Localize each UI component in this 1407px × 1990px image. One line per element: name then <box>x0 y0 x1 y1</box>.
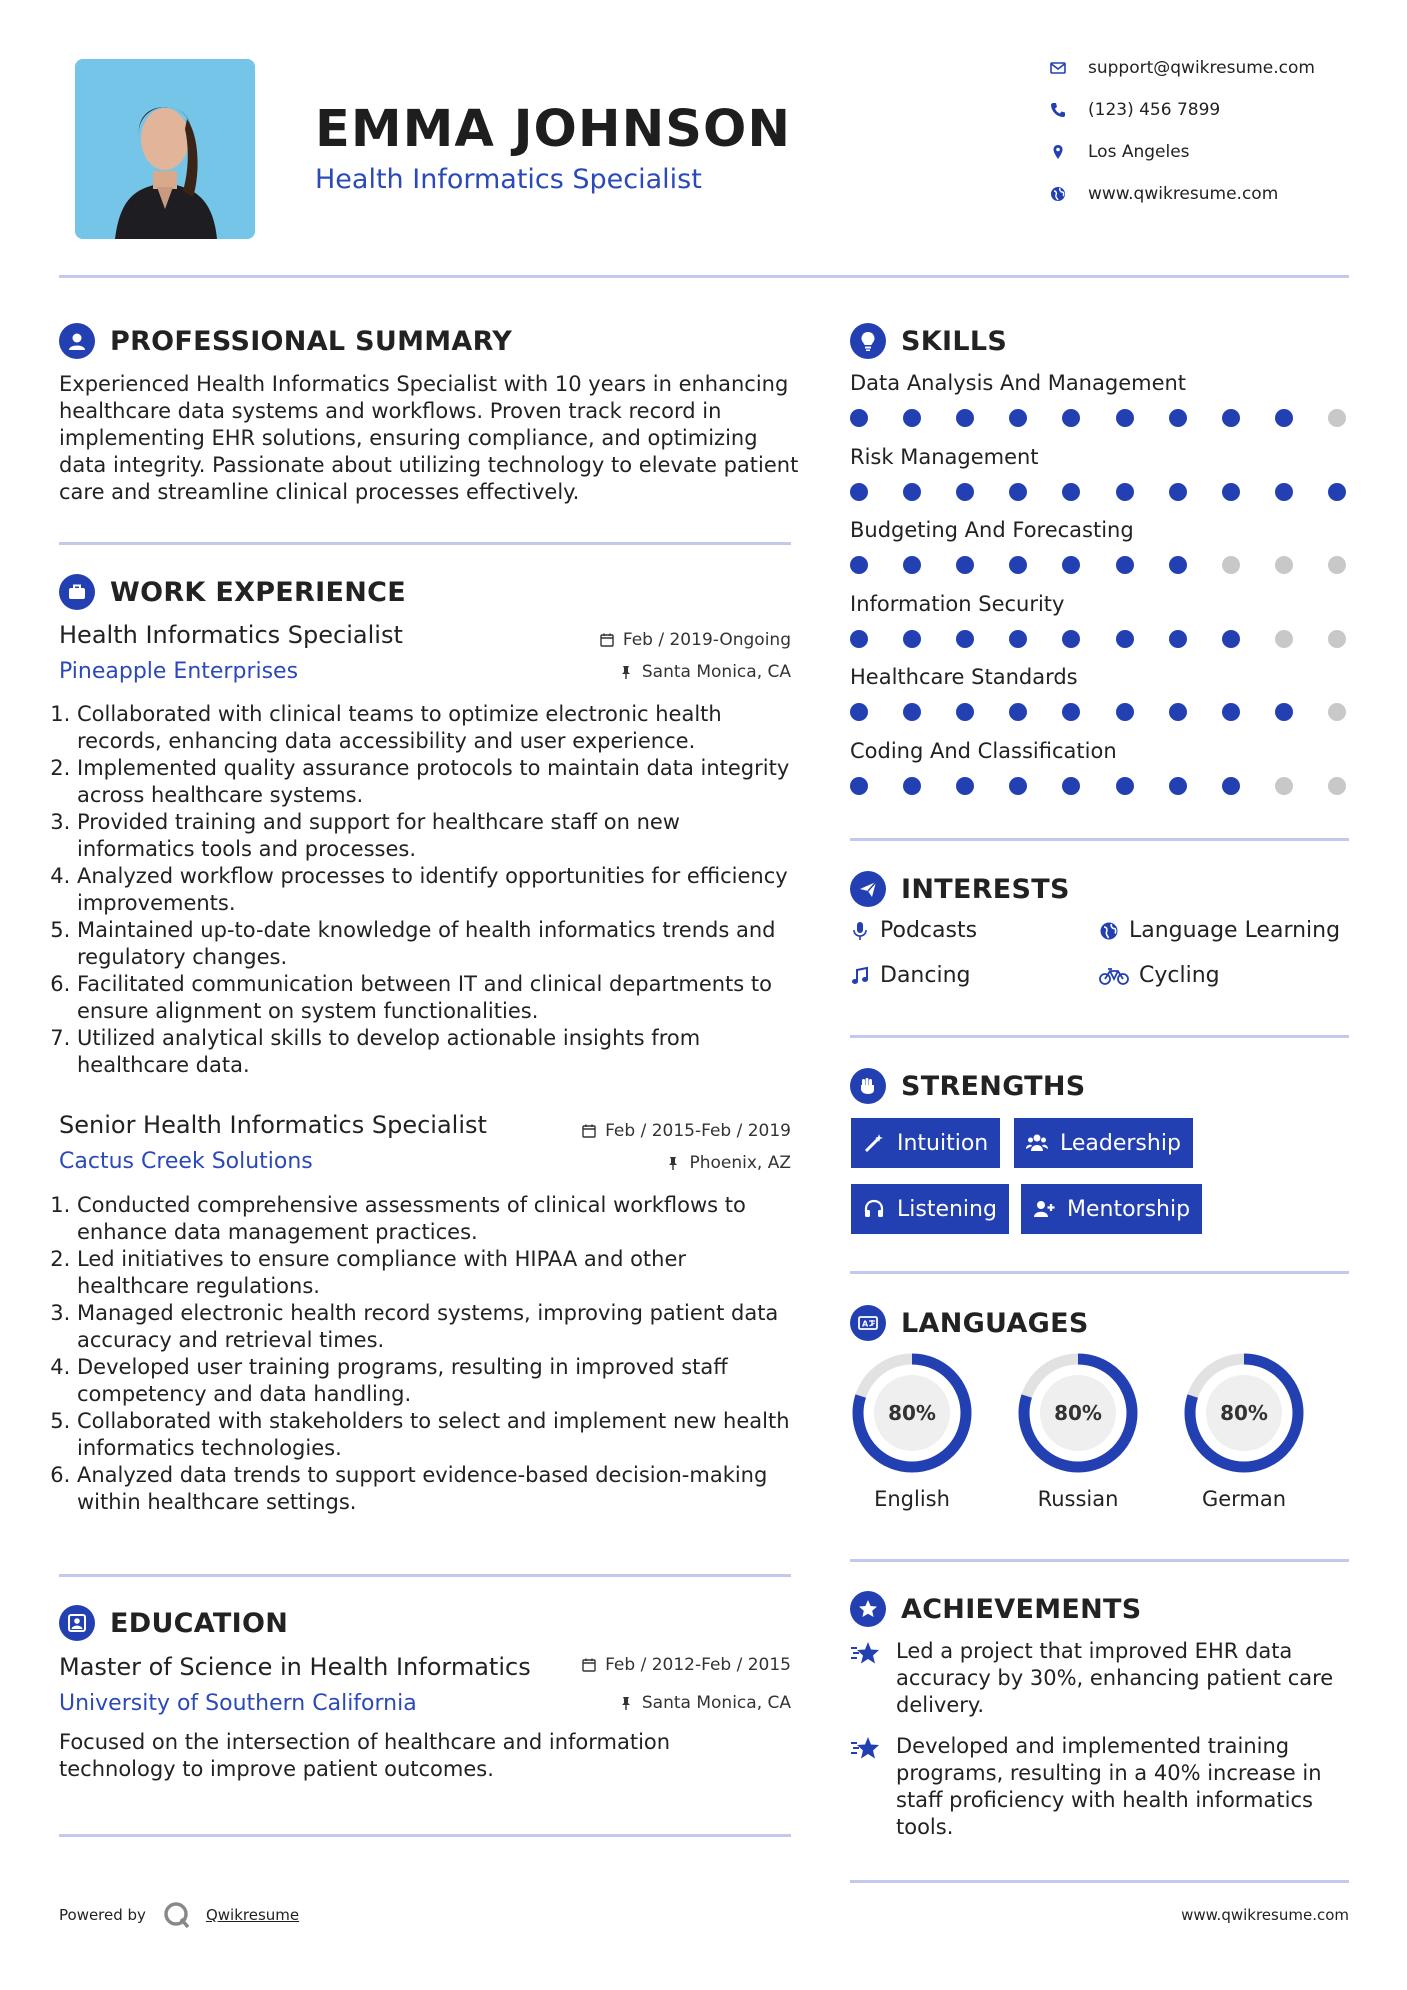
strength-badge <box>1021 1184 1202 1234</box>
skill-name: Budgeting And Forecasting <box>850 518 1134 542</box>
skill-row <box>850 592 1350 666</box>
calendar-icon <box>582 1658 596 1672</box>
languages-divider <box>850 1559 1349 1562</box>
job-dates-text: Feb / 2019-Ongoing <box>622 630 791 650</box>
language-name: German <box>1201 1487 1287 1511</box>
star-icon <box>850 1640 882 1668</box>
fist-icon <box>850 1068 886 1104</box>
contact-location <box>1050 142 1190 162</box>
contact-phone[interactable] <box>1050 100 1220 120</box>
powered-by-text: Powered by <box>59 1906 146 1924</box>
interests-divider <box>850 1035 1349 1038</box>
skill-rating <box>850 409 1346 427</box>
rating-dot-empty <box>1328 409 1346 427</box>
briefcase-icon <box>59 574 95 610</box>
skill-rating <box>850 556 1346 574</box>
rating-dot-filled <box>956 556 974 574</box>
globe-icon <box>1050 186 1066 202</box>
skill-name: Data Analysis And Management <box>850 371 1187 395</box>
rating-dot-filled <box>850 556 868 574</box>
skill-name: Information Security <box>850 591 1065 616</box>
rating-dot-filled <box>1116 777 1134 795</box>
education-heading-text: EDUCATION <box>110 1607 289 1639</box>
rating-dot-filled <box>1222 483 1240 501</box>
interest-label: Language Learning <box>1129 918 1341 943</box>
achievement-text: Developed and implemented training programs, resulting in a 40% increase in staff proficiency with health informatics tools. <box>896 1734 1322 1839</box>
rating-dot-filled <box>1062 630 1080 648</box>
rating-dot-filled <box>956 703 974 721</box>
language-name: Russian <box>1037 1487 1119 1511</box>
rating-dot-filled <box>1222 703 1240 721</box>
rating-dot-filled <box>1009 777 1027 795</box>
calendar-icon <box>582 1124 596 1138</box>
rating-dot-filled <box>850 483 868 501</box>
job-dates <box>600 630 791 650</box>
pin-icon <box>619 1696 633 1710</box>
job-title: Senior Health Informatics Specialist <box>59 1111 487 1139</box>
paper-plane-icon <box>850 871 886 907</box>
candidate-role: Health Informatics Specialist <box>315 164 702 195</box>
rating-dot-filled <box>1009 630 1027 648</box>
footer-website[interactable]: www.qwikresume.com <box>1181 1906 1349 1924</box>
language-ring <box>850 1351 974 1475</box>
rating-dot-filled <box>903 703 921 721</box>
list-item: 1. Conducted comprehensive assessments of clinical workflows to enhance data management practices. <box>77 1192 799 1246</box>
graduate-icon <box>59 1605 95 1641</box>
language-percent: 80% <box>888 1401 936 1425</box>
education-dates-text: Feb / 2012-Feb / 2015 <box>605 1655 791 1675</box>
strength-label: Leadership <box>1060 1130 1181 1156</box>
interest-label: Dancing <box>880 963 971 988</box>
interest-item <box>850 963 970 988</box>
pin-icon <box>666 1156 680 1170</box>
education-text: Focused on the intersection of healthcare and information technology to improve patient outcomes. <box>59 1730 671 1781</box>
rating-dot-filled <box>850 409 868 427</box>
phone-icon <box>1050 102 1066 118</box>
rating-dot-filled <box>1222 777 1240 795</box>
magic-wand-icon <box>863 1132 885 1154</box>
headphones-icon <box>863 1198 885 1220</box>
achievement-text: Led a project that improved EHR data accuracy by 30%, enhancing patient care delivery. <box>896 1639 1334 1717</box>
calendar-icon <box>600 633 614 647</box>
skill-rating <box>850 703 1346 721</box>
list-item: 1. Collaborated with clinical teams to optimize electronic health records, enhancing data accessibility and user experience. <box>77 701 799 755</box>
skills-heading-text: SKILLS <box>901 325 1008 357</box>
language-item <box>850 1351 974 1511</box>
rating-dot-filled <box>1009 409 1027 427</box>
job-location-text: Phoenix, AZ <box>689 1153 791 1173</box>
language-item <box>1016 1351 1140 1511</box>
achievement-item <box>850 1638 1350 1719</box>
rating-dot-filled <box>1169 630 1187 648</box>
skill-rating <box>850 777 1346 795</box>
languages-list <box>850 1351 1330 1521</box>
interest-label: Podcasts <box>880 918 978 943</box>
users-icon <box>1026 1132 1048 1154</box>
rating-dot-filled <box>1275 409 1293 427</box>
skill-row <box>850 739 1350 813</box>
strength-label: Listening <box>897 1196 997 1222</box>
rating-dot-filled <box>903 777 921 795</box>
education-dates <box>582 1655 791 1675</box>
language-percent: 80% <box>1220 1401 1268 1425</box>
strengths-divider <box>850 1271 1349 1274</box>
degree-title: Master of Science in Health Informatics <box>59 1653 531 1681</box>
user-plus-icon <box>1033 1198 1055 1220</box>
skill-name: Coding And Classification <box>850 738 1117 763</box>
microphone-icon <box>850 921 870 941</box>
skill-rating <box>850 630 1346 648</box>
skill-row <box>850 665 1350 739</box>
rating-dot-filled <box>850 703 868 721</box>
rating-dot-filled <box>1275 483 1293 501</box>
skill-row <box>850 445 1350 519</box>
music-icon <box>850 966 870 986</box>
summary-divider <box>59 542 791 545</box>
rating-dot-filled <box>1062 483 1080 501</box>
rating-dot-filled <box>1062 777 1080 795</box>
rating-dot-filled <box>1116 409 1134 427</box>
rating-dot-filled <box>1169 409 1187 427</box>
rating-dot-filled <box>1009 483 1027 501</box>
rating-dot-empty <box>1328 630 1346 648</box>
language-item <box>1182 1351 1306 1511</box>
rating-dot-filled <box>1222 409 1240 427</box>
rating-dot-filled <box>1275 703 1293 721</box>
footer-powered <box>59 1900 299 1930</box>
strength-badge <box>851 1184 1009 1234</box>
language-percent: 80% <box>1054 1401 1102 1425</box>
job-title: Health Informatics Specialist <box>59 621 403 649</box>
star-badge-icon <box>850 1591 886 1627</box>
phone-text: (123) 456 7899 <box>1088 100 1221 120</box>
languages-heading-text: LANGUAGES <box>901 1307 1089 1339</box>
rating-dot-empty <box>1328 556 1346 574</box>
skill-rating <box>850 483 1346 501</box>
language-name: English <box>874 1487 950 1511</box>
languages-heading <box>850 1305 1089 1341</box>
rating-dot-filled <box>1169 777 1187 795</box>
rating-dot-filled <box>1116 483 1134 501</box>
qwikresume-link[interactable]: Qwikresume <box>205 1906 300 1924</box>
candidate-name: EMMA JOHNSON <box>315 100 792 159</box>
list-item: 4. Analyzed workflow processes to identify opportunities for efficiency improvements. <box>77 863 799 917</box>
rating-dot-filled <box>956 483 974 501</box>
strengths-heading-text: STRENGTHS <box>901 1070 1086 1102</box>
strength-badge <box>851 1118 1000 1168</box>
location-text: Los Angeles <box>1088 142 1190 162</box>
rating-dot-filled <box>1328 483 1346 501</box>
achievements-heading-text: ACHIEVEMENTS <box>901 1593 1142 1625</box>
list-item: 3. Provided training and support for healthcare staff on new informatics tools and processes. <box>77 809 799 863</box>
summary-heading <box>59 323 512 359</box>
rating-dot-filled <box>1169 703 1187 721</box>
list-item: 5. Maintained up-to-date knowledge of health informatics trends and regulatory changes. <box>77 917 799 971</box>
website-text: www.qwikresume.com <box>1088 184 1279 204</box>
interest-item <box>850 918 977 943</box>
list-item: 6. Analyzed data trends to support evidence-based decision-making within healthcare settings. <box>77 1462 799 1516</box>
language-icon <box>850 1305 886 1341</box>
contact-website[interactable] <box>1050 184 1278 204</box>
envelope-icon <box>1050 60 1066 76</box>
qwikresume-logo-icon <box>162 1900 192 1930</box>
pin-icon <box>619 665 633 679</box>
rating-dot-filled <box>1116 703 1134 721</box>
skill-row <box>850 371 1350 445</box>
map-marker-icon <box>1050 144 1066 160</box>
star-icon <box>850 1735 882 1763</box>
globe-icon <box>1099 921 1119 941</box>
rating-dot-filled <box>956 409 974 427</box>
interest-item <box>1099 918 1340 943</box>
rating-dot-filled <box>1116 556 1134 574</box>
interest-item <box>1099 963 1220 988</box>
job-duties-list <box>59 1192 799 1516</box>
skills-heading <box>850 323 1007 359</box>
job-company[interactable]: Pineapple Enterprises <box>59 659 299 684</box>
achievements-heading <box>850 1591 1142 1627</box>
language-ring <box>1182 1351 1306 1475</box>
job-dates-text: Feb / 2015-Feb / 2019 <box>605 1121 791 1141</box>
summary-text: Experienced Health Informatics Specialist with 10 years in enhancing healthcare data systems and workflows. Proven track record in implementing EHR solutions, ensuring compliance, and optimizing data integrity. Passionate about utilizing technology to elevate patient care and streamline clinical processes effectively. <box>59 372 799 504</box>
job-location-text: Santa Monica, CA <box>641 662 791 682</box>
education-divider <box>59 1834 791 1837</box>
email-text: support@qwikresume.com <box>1088 58 1315 78</box>
rating-dot-filled <box>850 777 868 795</box>
rating-dot-filled <box>956 777 974 795</box>
header-divider <box>59 275 1349 278</box>
svg-text:A: A <box>862 1319 869 1329</box>
job-duties-list <box>59 701 799 1079</box>
education-location-text: Santa Monica, CA <box>641 1693 791 1713</box>
interest-label: Cycling <box>1139 963 1220 988</box>
skill-name: Healthcare Standards <box>850 665 1078 689</box>
list-item: 2. Implemented quality assurance protocols to maintain data integrity across healthcare systems. <box>77 755 799 809</box>
skills-list <box>850 371 1350 812</box>
rating-dot-empty <box>1222 556 1240 574</box>
list-item: 4. Developed user training programs, resulting in improved staff competency and data handling. <box>77 1354 799 1408</box>
work-divider <box>59 1574 791 1577</box>
strength-badge <box>1014 1118 1193 1168</box>
rating-dot-filled <box>1222 630 1240 648</box>
contact-email[interactable] <box>1050 58 1315 78</box>
user-icon <box>59 323 95 359</box>
rating-dot-empty <box>1328 703 1346 721</box>
rating-dot-filled <box>1169 556 1187 574</box>
interests-heading-text: INTERESTS <box>901 873 1070 905</box>
achievement-item <box>850 1733 1350 1841</box>
interests-heading <box>850 871 1070 907</box>
work-heading-text: WORK EXPERIENCE <box>110 576 406 608</box>
rating-dot-filled <box>1009 703 1027 721</box>
rating-dot-filled <box>1009 556 1027 574</box>
strength-label: Mentorship <box>1067 1196 1191 1222</box>
rating-dot-filled <box>1062 703 1080 721</box>
rating-dot-filled <box>1062 556 1080 574</box>
summary-heading-text: PROFESSIONAL SUMMARY <box>110 325 513 357</box>
list-item: 5. Collaborated with stakeholders to select and implement new health informatics technologies. <box>77 1408 799 1462</box>
bicycle-icon <box>1099 966 1129 986</box>
education-location <box>619 1693 791 1713</box>
skills-divider <box>850 838 1349 841</box>
lightbulb-icon <box>850 323 886 359</box>
job-location <box>666 1153 791 1173</box>
rating-dot-filled <box>903 630 921 648</box>
job-location <box>619 662 791 682</box>
job-company[interactable]: Cactus Creek Solutions <box>59 1149 313 1174</box>
work-heading <box>59 574 406 610</box>
rating-dot-filled <box>1062 409 1080 427</box>
rating-dot-filled <box>850 630 868 648</box>
job-dates <box>582 1121 791 1141</box>
rating-dot-filled <box>1169 483 1187 501</box>
education-heading <box>59 1605 288 1641</box>
strengths-heading <box>850 1068 1086 1104</box>
rating-dot-filled <box>956 630 974 648</box>
list-item: 7. Utilized analytical skills to develop actionable insights from healthcare data. <box>77 1025 799 1079</box>
profile-photo <box>75 59 255 239</box>
skill-name: Risk Management <box>850 444 1039 469</box>
skill-row <box>850 518 1350 592</box>
rating-dot-empty <box>1328 777 1346 795</box>
list-item: 2. Led initiatives to ensure compliance with HIPAA and other healthcare regulations. <box>77 1246 799 1300</box>
rating-dot-filled <box>903 409 921 427</box>
language-ring <box>1016 1351 1140 1475</box>
rating-dot-filled <box>1116 630 1134 648</box>
school-name[interactable]: University of Southern California <box>59 1691 417 1716</box>
achievements-divider <box>850 1880 1349 1883</box>
rating-dot-empty <box>1275 556 1293 574</box>
rating-dot-filled <box>903 556 921 574</box>
list-item: 3. Managed electronic health record systems, improving patient data accuracy and retrieval times. <box>77 1300 799 1354</box>
strength-label: Intuition <box>897 1130 989 1156</box>
list-item: 6. Facilitated communication between IT and clinical departments to ensure alignment on system functionalities. <box>77 971 799 1025</box>
rating-dot-empty <box>1275 630 1293 648</box>
rating-dot-filled <box>903 483 921 501</box>
rating-dot-empty <box>1275 777 1293 795</box>
